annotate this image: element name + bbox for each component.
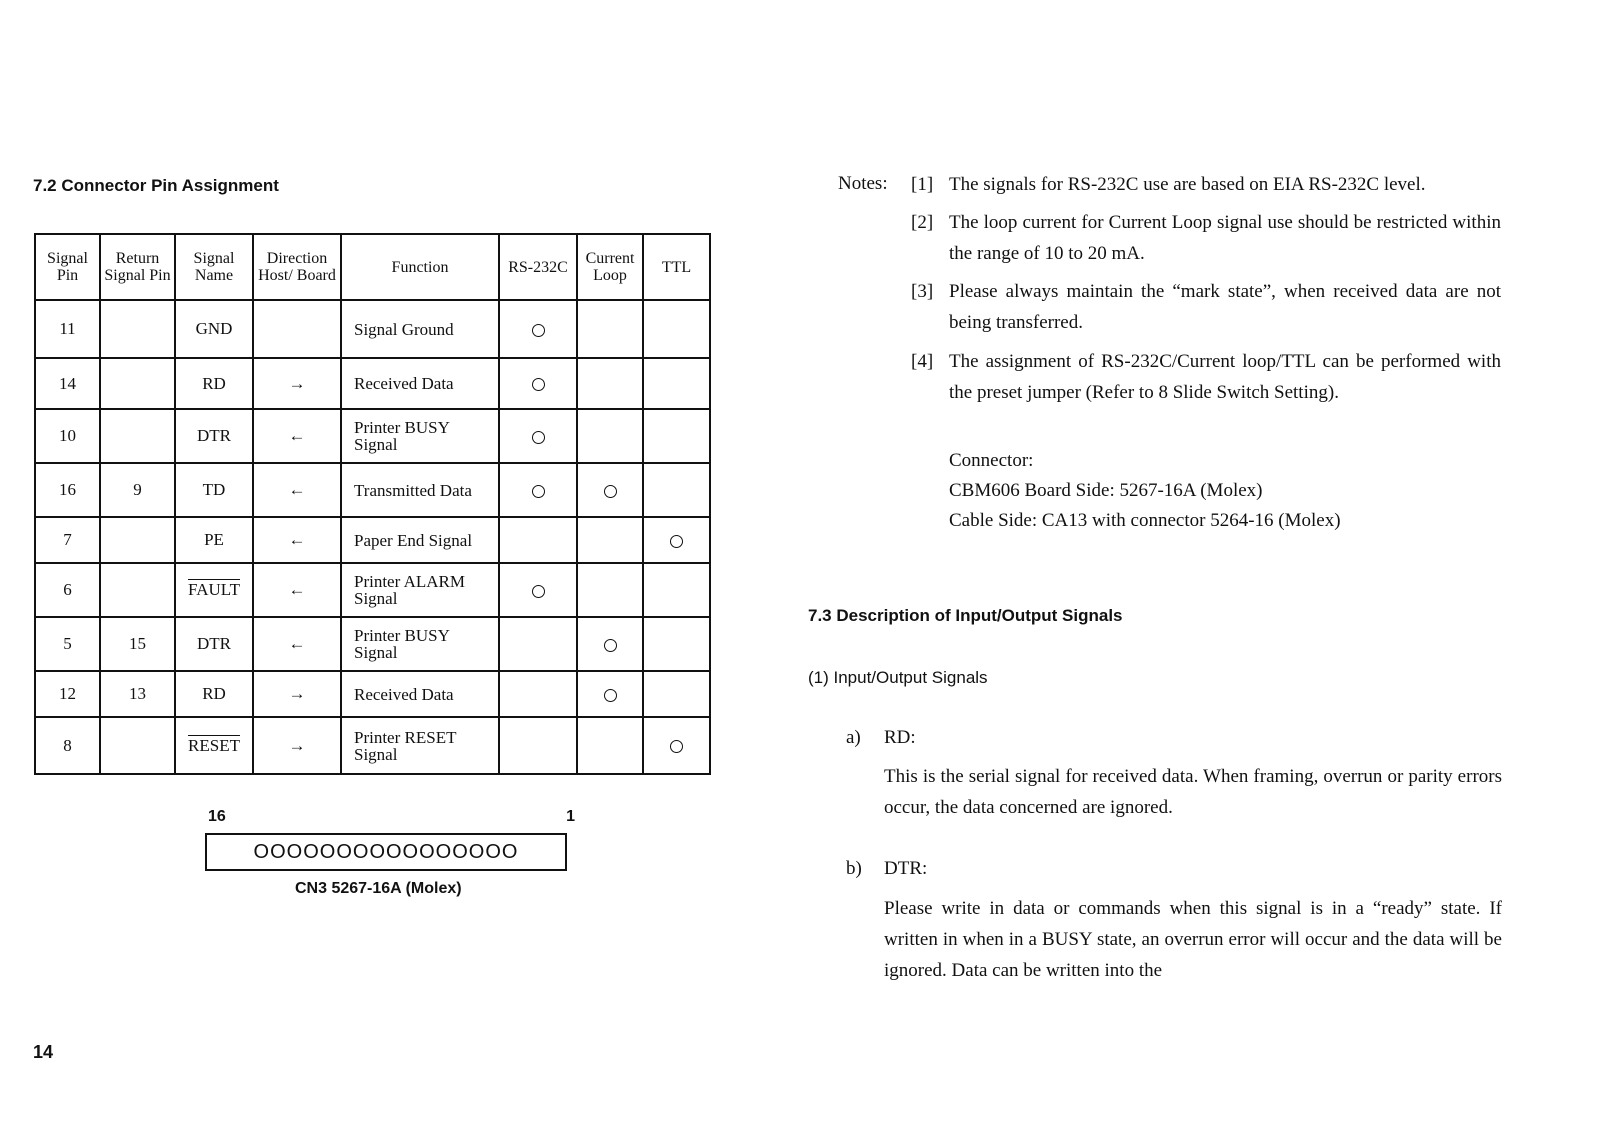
cell-rs232c (499, 409, 577, 463)
section-heading-7-3: 7.3 Description of Input/Output Signals (808, 606, 1123, 625)
cell-direction-text: ← (288, 634, 306, 653)
cell-return-pin (100, 463, 175, 517)
cell-current-loop (577, 300, 643, 358)
header-rs232c: RS-232C (499, 234, 577, 300)
check-circle-icon (604, 689, 617, 702)
item-b-title: DTR: (884, 858, 928, 879)
header-return-signal-pin: Return Signal Pin (100, 234, 175, 300)
cell-return-pin (100, 617, 175, 671)
check-circle-icon (532, 431, 545, 444)
cell-current-loop (577, 617, 643, 671)
check-circle-icon (532, 585, 545, 598)
cell-direction (253, 717, 341, 774)
cell-signal-pin (35, 671, 100, 717)
cell-signal-name (175, 563, 253, 617)
connector-body (205, 833, 567, 871)
connector-pin-16-label: 16 (208, 808, 226, 825)
header-direction: Direction Host/ Board (253, 234, 341, 300)
item-a-label: a) (846, 727, 861, 748)
check-circle-icon (532, 485, 545, 498)
cell-direction-text: ← (288, 480, 306, 499)
connector-note-cable: Cable Side: CA13 with connector 5264-16 (Molex) (949, 510, 1341, 531)
cell-direction (253, 358, 341, 409)
cell-function-text: Received Data (354, 684, 454, 704)
cell-rs232c (499, 300, 577, 358)
cell-current-loop (577, 358, 643, 409)
cell-direction (253, 463, 341, 517)
table-row (35, 463, 710, 517)
cell-function-text: Printer BUSY Signal (354, 626, 450, 662)
cell-signal-pin-text: 16 (59, 480, 76, 499)
cell-signal-pin (35, 617, 100, 671)
cell-function-text: Paper End Signal (354, 530, 473, 550)
table-row (35, 300, 710, 358)
check-circle-icon (532, 378, 545, 391)
cell-signal-name-text: RESET (188, 735, 240, 755)
cell-direction-text: ← (288, 580, 306, 599)
cell-rs232c (499, 671, 577, 717)
header-ttl: TTL (643, 234, 710, 300)
cell-direction-text: ← (288, 530, 306, 549)
note-text: Please always maintain the “mark state”, when received data are not being transferred. (949, 281, 1501, 333)
cell-direction (253, 617, 341, 671)
cell-function (341, 358, 499, 409)
table-row (35, 671, 710, 717)
table-header-row (35, 234, 710, 300)
cell-return-pin (100, 717, 175, 774)
item-b-label: b) (846, 858, 862, 879)
cell-return-pin (100, 358, 175, 409)
section-heading-7-2: 7.2 Connector Pin Assignment (33, 176, 279, 195)
cell-signal-pin-text: 11 (59, 319, 76, 338)
table-row (35, 358, 710, 409)
table-row (35, 517, 710, 563)
cell-direction (253, 300, 341, 358)
cell-current-loop (577, 563, 643, 617)
cell-return-pin-text: 15 (129, 634, 146, 653)
cell-signal-pin (35, 358, 100, 409)
cell-rs232c (499, 358, 577, 409)
header-current-loop: Current Loop (577, 234, 643, 300)
cell-current-loop (577, 463, 643, 517)
cell-function (341, 717, 499, 774)
notes-label: Notes: (838, 173, 888, 194)
cell-signal-name (175, 717, 253, 774)
connector-holes: OOOOOOOOOOOOOOOO (253, 840, 519, 863)
cell-ttl (643, 717, 710, 774)
connector-note-title: Connector: (949, 450, 1034, 471)
cell-return-pin-text: 13 (129, 684, 146, 703)
cell-ttl (643, 563, 710, 617)
cell-function-text: Printer RESET Signal (354, 727, 457, 764)
cell-return-pin (100, 563, 175, 617)
check-circle-icon (670, 740, 683, 753)
cell-signal-pin-text: 8 (63, 735, 72, 755)
cell-signal-name-text: PE (204, 530, 224, 549)
connector-note-board: CBM606 Board Side: 5267-16A (Molex) (949, 480, 1263, 501)
cell-function (341, 517, 499, 563)
cell-signal-name-text: DTR (197, 634, 231, 653)
cell-current-loop (577, 517, 643, 563)
cell-signal-pin (35, 517, 100, 563)
cell-signal-pin-text: 5 (63, 634, 72, 653)
cell-signal-pin-text: 14 (59, 373, 76, 393)
table-row (35, 563, 710, 617)
cell-ttl (643, 409, 710, 463)
cell-ttl (643, 463, 710, 517)
cell-function (341, 409, 499, 463)
header-function: Function (341, 234, 499, 300)
cell-signal-pin-text: 7 (63, 530, 72, 549)
check-circle-icon (670, 535, 683, 548)
cell-signal-pin-text: 12 (59, 684, 76, 703)
cell-signal-name (175, 517, 253, 563)
cell-return-pin (100, 517, 175, 563)
cell-signal-pin (35, 563, 100, 617)
cell-signal-name (175, 358, 253, 409)
cell-signal-name (175, 617, 253, 671)
cell-ttl (643, 517, 710, 563)
cell-ttl (643, 358, 710, 409)
note-number: [3] (911, 281, 934, 302)
table-row (35, 717, 710, 774)
connector-pin-1-label: 1 (566, 808, 575, 825)
cell-function-text: Transmitted Data (354, 480, 472, 500)
note-text: The assignment of RS-232C/Current loop/TTL can be performed with the preset jumper (Refer to 8 Slide Switch Setting). (949, 351, 1501, 403)
note-number: [2] (911, 212, 934, 233)
note-number: [4] (911, 351, 934, 372)
table-row (35, 409, 710, 463)
cell-direction (253, 671, 341, 717)
page-number: 14 (33, 1042, 54, 1062)
cell-function-text: Printer ALARM Signal (354, 572, 465, 608)
cell-signal-name (175, 300, 253, 358)
check-circle-icon (604, 639, 617, 652)
cell-return-pin (100, 409, 175, 463)
cell-direction (253, 563, 341, 617)
cell-rs232c (499, 717, 577, 774)
header-signal-name: Signal Name (175, 234, 253, 300)
cell-current-loop (577, 717, 643, 774)
cell-direction-text: → (288, 735, 306, 755)
cell-function (341, 617, 499, 671)
cell-signal-name (175, 463, 253, 517)
cell-signal-pin (35, 300, 100, 358)
cell-current-loop (577, 671, 643, 717)
cell-direction-text: ← (288, 426, 306, 445)
connector-caption: CN3 5267-16A (Molex) (295, 880, 462, 897)
cell-signal-pin-text: 6 (63, 580, 72, 599)
cell-rs232c (499, 563, 577, 617)
cell-rs232c (499, 517, 577, 563)
cell-function (341, 463, 499, 517)
note-number: [1] (911, 174, 934, 195)
cell-signal-name-text: FAULT (188, 580, 240, 599)
cell-function-text: Signal Ground (354, 319, 454, 339)
cell-function (341, 300, 499, 358)
cell-rs232c (499, 617, 577, 671)
item-b-body: Please write in data or commands when this signal is in a “ready” state. If written in when in a BUSY state, an overrun error will occur and the data will be ignored. Data can be written into the (884, 898, 1502, 981)
table-row (35, 617, 710, 671)
cell-function (341, 563, 499, 617)
subsection-heading: (1) Input/Output Signals (808, 668, 988, 687)
check-circle-icon (604, 485, 617, 498)
cell-signal-pin (35, 463, 100, 517)
cell-ttl (643, 617, 710, 671)
item-a-body: This is the serial signal for received data. When framing, overrun or parity errors occur, the data concerned are ignored. (884, 766, 1502, 818)
cell-signal-name-text: RD (202, 373, 226, 393)
cell-return-pin-text: 9 (133, 480, 142, 499)
cell-function-text: Printer BUSY Signal (354, 418, 450, 454)
cell-function-text: Received Data (354, 374, 454, 393)
note-text: The signals for RS-232C use are based on EIA RS-232C level. (949, 174, 1426, 195)
cell-direction-text: → (288, 684, 306, 703)
cell-signal-pin (35, 717, 100, 774)
cell-signal-pin-text: 10 (59, 426, 76, 445)
cell-direction (253, 517, 341, 563)
cell-signal-name-text: GND (195, 319, 233, 338)
cell-direction-text: → (288, 373, 306, 393)
cell-direction (253, 409, 341, 463)
cell-signal-name-text: DTR (197, 426, 231, 445)
cell-ttl (643, 300, 710, 358)
cell-signal-pin (35, 409, 100, 463)
check-circle-icon (532, 324, 545, 337)
cell-ttl (643, 671, 710, 717)
cell-rs232c (499, 463, 577, 517)
cell-current-loop (577, 409, 643, 463)
cell-signal-name-text: TD (202, 480, 226, 499)
item-a-title: RD: (884, 727, 916, 748)
cell-return-pin (100, 300, 175, 358)
cell-signal-name-text: RD (202, 684, 226, 703)
cell-signal-name (175, 409, 253, 463)
cell-function (341, 671, 499, 717)
note-text: The loop current for Current Loop signal use should be restricted within the range of 10 to 20 mA. (949, 212, 1501, 264)
connector-pin-table (34, 233, 711, 775)
cell-return-pin (100, 671, 175, 717)
header-signal-pin: Signal Pin (35, 234, 100, 300)
cell-signal-name (175, 671, 253, 717)
